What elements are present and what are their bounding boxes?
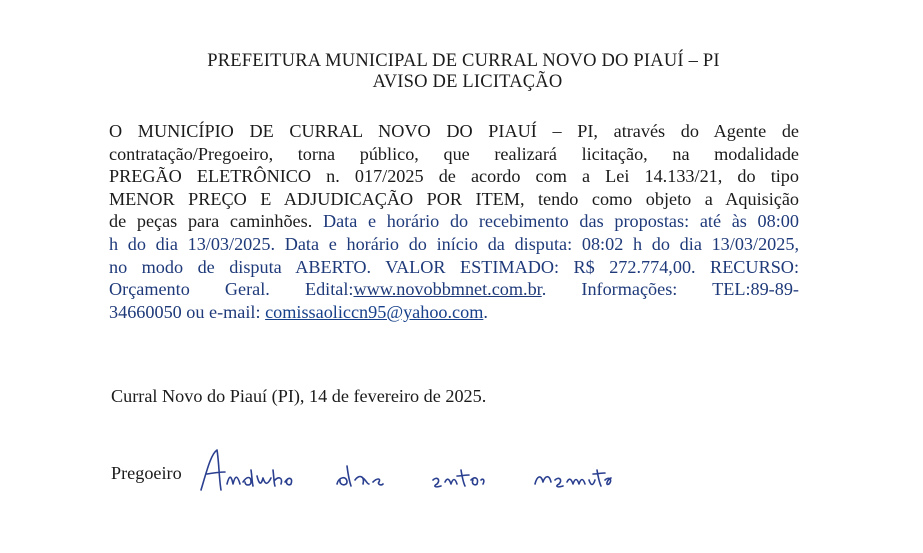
signature-block bbox=[111, 440, 631, 500]
document-header bbox=[0, 51, 923, 93]
body-text-segment: 34660050 ou e-mail: bbox=[109, 301, 266, 322]
signature-label: Pregoeiro bbox=[111, 463, 182, 483]
body-text-segment: Orçamento Geral. Edital: bbox=[109, 279, 354, 300]
body-text-segment: de peças para caminhões. bbox=[109, 211, 323, 232]
body-line bbox=[109, 301, 799, 324]
body-line: MENOR PREÇO E ADJUDICAÇÃO POR ITEM, tendo como objeto a Aquisição bbox=[109, 188, 799, 209]
body-line: O MUNICÍPIO DE CURRAL NOVO DO PIAUÍ – PI, através do Agente de bbox=[109, 121, 799, 141]
header-notice-title: AVISO DE LICITAÇÃO bbox=[372, 72, 563, 92]
body-line: contratação/Pregoeiro, torna público, que realizará licitação, na modalidade bbox=[109, 143, 799, 164]
body-line: h do dia 13/03/2025. Data e horário do início da disputa: 08:02 h do dia 13/03/2025, bbox=[109, 233, 799, 254]
body-text-segment: . bbox=[483, 301, 488, 322]
body-line bbox=[109, 278, 799, 301]
edital-website-link[interactable]: www.novobbmnet.com.br bbox=[353, 279, 542, 300]
contact-email-link[interactable]: comissaoliccn95@yahoo.com bbox=[265, 301, 484, 322]
handwritten-signature bbox=[197, 440, 617, 500]
header-municipality: PREFEITURA MUNICIPAL DE CURRAL NOVO DO PIAUÍ – PI bbox=[207, 51, 720, 71]
body-line: PREGÃO ELETRÔNICO n. 017/2025 de acordo com a Lei 14.133/21, do tipo bbox=[109, 166, 799, 187]
body-text-segment: . Informações: TEL:89-89- bbox=[541, 279, 799, 300]
proposal-deadline-text: Data e horário do recebimento das propostas: até às 08:00 bbox=[322, 211, 799, 232]
place-date-line: Curral Novo do Piauí (PI), 14 de fevereiro de 2025. bbox=[111, 386, 487, 406]
body-line bbox=[109, 210, 799, 233]
body-line: no modo de disputa ABERTO. VALOR ESTIMADO: R$ 272.774,00. RECURSO: bbox=[109, 256, 799, 277]
notice-body bbox=[109, 120, 799, 323]
